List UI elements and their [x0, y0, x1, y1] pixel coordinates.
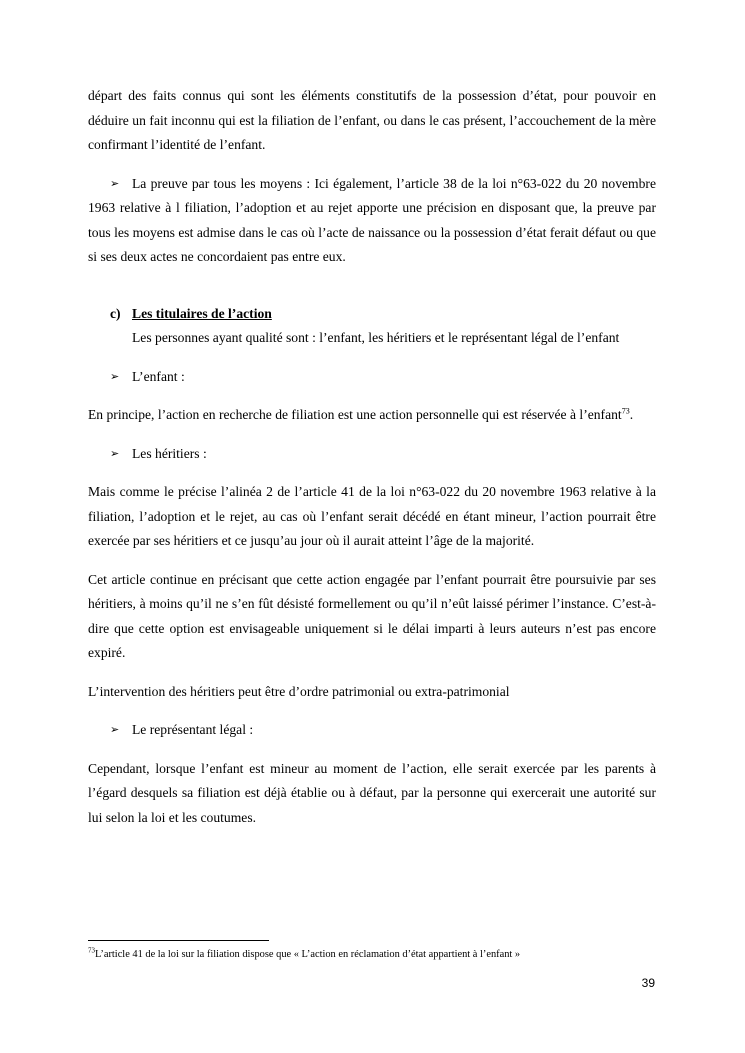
footnote	[88, 948, 656, 962]
arrow-bullet-icon: ➢	[110, 446, 120, 460]
arrow-bullet-icon: ➢	[110, 369, 120, 383]
paragraph-preuve-tous-moyens	[88, 172, 656, 270]
document-body	[88, 84, 656, 830]
paragraph-possession-etat: départ des faits connus qui sont les éléments constitutifs de la possession d’état, pour pouvoir en déduire un fait inconnu qui est la filiation de l’enfant, ou dans le cas présent, l’accouchement de la mère confirmant l’identité de l’enfant.	[88, 88, 656, 152]
footnote-text: L’article 41 de la loi sur la filiation dispose que « L’action en réclamation d’état appartient à l’enfant »	[95, 949, 521, 960]
footnote-separator	[88, 940, 269, 941]
page-number: 39	[641, 976, 655, 990]
bullet-representant-label: Le représentant légal :	[132, 722, 254, 737]
footnote-number: 73	[88, 946, 95, 955]
bullet-heritiers	[88, 442, 656, 467]
paragraph-personnes-qualite: Les personnes ayant qualité sont : l’enfant, les héritiers et le représentant légal de l’enfant	[132, 330, 620, 345]
paragraph-action-text: En principe, l’action en recherche de filiation est une action personnelle qui est réservée à l’enfant	[88, 407, 622, 422]
paragraph-mineur: Cependant, lorsque l’enfant est mineur au moment de l’action, elle serait exercée par les parents à l’égard desquels sa filiation est déjà établie ou à défaut, par la personne qui exercerait une autorité sur lui selon la loi et les coutumes.	[88, 760, 656, 825]
bullet-representant-legal	[88, 718, 656, 743]
paragraph-intervention-heritiers: L’intervention des héritiers peut être d’ordre patrimonial ou extra-patrimonial	[88, 683, 510, 699]
arrow-bullet-icon: ➢	[110, 176, 120, 190]
arrow-bullet-icon: ➢	[110, 723, 120, 736]
paragraph-article-continue: Cet article continue en précisant que cette action engagée par l’enfant pourrait être poursuivie par ses héritiers, à moins qu’il ne s’en fût désisté formellement ou qu’il n’eût laissé périmer l’instance. C’est-à-dire que cette option est envisageable uniquement si le délai imparti à leurs auteurs n’est pas encore expiré.	[88, 571, 656, 660]
bullet-enfant	[88, 365, 656, 390]
footnote-reference[interactable]: 73	[621, 406, 630, 416]
bullet-heritiers-label: Les héritiers :	[132, 445, 207, 461]
bullet-enfant-label: L’enfant :	[132, 368, 185, 384]
paragraph-action-personnelle	[88, 403, 656, 428]
paragraph-alinea-2: Mais comme le précise l’alinéa 2 de l’article 41 de la loi n°63-022 du 20 novembre 1963 relative à la filiation, l’adoption et le rejet, au cas où l’enfant serait décédé en étant mineur, l’action pourrait être exercée par ses héritiers et ce jusqu’au jour où il aurait atteint l’âge de la majorité.	[88, 484, 656, 548]
paragraph-preuve-text: La preuve par tous les moyens : Ici également, l’article 38 de la loi n°63-022 du 20 novembre 1963 relative à l filiation, l’adoption et au rejet apporte une précision en disposant que, la preuve par tous les moyens est admise dans le cas où l’acte de naissance ou la possession d’état ferait défaut ou que si ses deux actes ne concordaient pas entre eux.	[88, 175, 656, 264]
section-title: Les titulaires de l’action	[132, 305, 272, 321]
paragraph-action-end: .	[629, 407, 634, 422]
section-label: c)	[110, 305, 121, 321]
section-heading	[88, 302, 656, 327]
